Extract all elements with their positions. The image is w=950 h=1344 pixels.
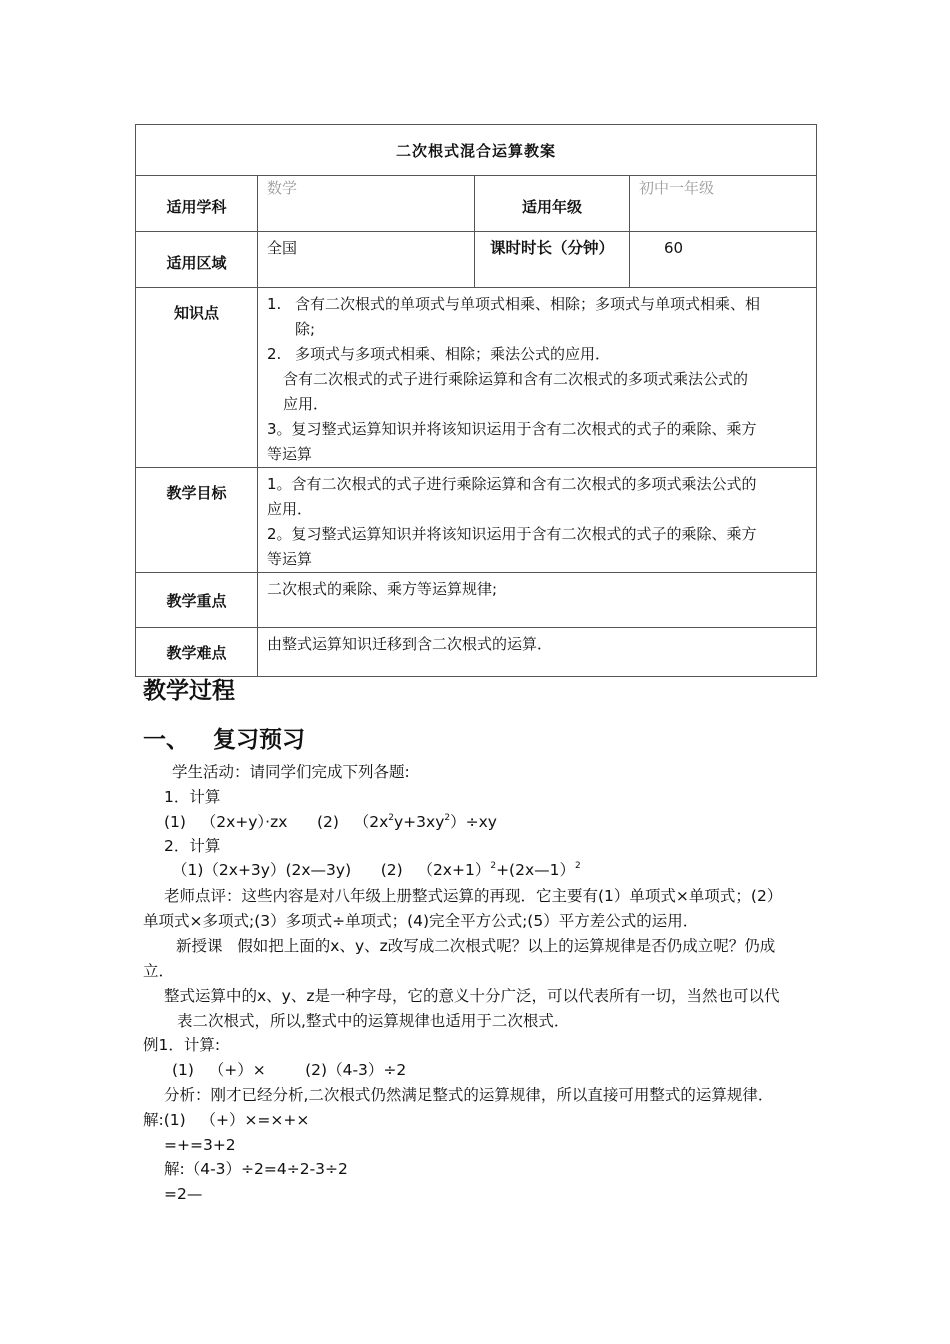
analysis-text: 分析：刚才已经分析,二次根式仍然满足整式的运算规律，所以直接可用整式的运算规律． (164, 1086, 774, 1104)
document-title: 二次根式混合运算教案 (136, 125, 817, 176)
objective-line: 应用． (267, 500, 313, 518)
knowledge-content (258, 288, 817, 468)
objective-content (258, 468, 817, 573)
knowledge-item: 3。复习整式运算知识并将该知识运用于含有二次根式的式子的乘除、乘方 (267, 420, 757, 438)
knowledge-item: 除; (295, 320, 316, 338)
subject-value: 数学 (258, 176, 475, 232)
section-review-heading: 一、 复习预习 (143, 727, 306, 753)
knowledge-item: 1. 含有二次根式的单项式与单项式相乘、相除；多项式与单项式相乘、相 (267, 295, 761, 313)
objective-line: 等运算 (267, 550, 313, 568)
knowledge-item: 含有二次根式的式子进行乘除运算和含有二次根式的多项式乘法公式的 (283, 370, 749, 388)
student-activity-text: 学生活动：请同学们完成下列各题: (172, 763, 410, 781)
solution-line-3: 解:（4-3）÷2=4÷2-3÷2 (164, 1160, 348, 1178)
duration-value: 60 (630, 232, 817, 288)
focus-label: 教学重点 (136, 573, 258, 628)
region-label: 适用区域 (136, 232, 258, 288)
objective-label: 教学目标 (136, 468, 258, 573)
subject-label: 适用学科 (136, 176, 258, 232)
calc-2-heading: 2．计算 (164, 837, 221, 855)
duration-label: 课时时长（分钟） (475, 232, 630, 288)
grade-value: 初中一年级 (630, 176, 817, 232)
example-1-heading: 例1．计算: (143, 1036, 221, 1054)
calc-1-heading: 1．计算 (164, 788, 221, 806)
solution-line-2: =+=3+2 (164, 1136, 236, 1154)
polynomial-note-line-1: 整式运算中的x、y、z是一种字母，它的意义十分广泛，可以代表所有一切，当然也可以代 (164, 987, 780, 1005)
new-lesson-line-1: 新授课 假如把上面的x、y、z改写成二次根式呢？以上的运算规律是否仍成立呢？仍成 (176, 937, 776, 955)
solution-line-1: 解:(1) （+）×=×+× (143, 1111, 310, 1129)
knowledge-item: 等运算 (267, 445, 313, 463)
calc-1-items: (1) （2x+y）·zx (2) $(2x^2y+3xy^2)\div xy$ (164, 813, 497, 831)
focus-value: 二次根式的乘除、乘方等运算规律; (258, 573, 817, 628)
grade-label: 适用年级 (475, 176, 630, 232)
objective-line: 2。复习整式运算知识并将该知识运用于含有二次根式的式子的乘除、乘方 (267, 525, 757, 543)
new-lesson-line-2: 立． (143, 962, 175, 980)
teacher-comment-line-1: 老师点评：这些内容是对八年级上册整式运算的再现．它主要有(1）单项式×单项式；(2） (164, 887, 783, 905)
example-1-items: (1) （+）× (2)（4-3）÷2 (172, 1061, 407, 1079)
solution-line-4: =2— (164, 1185, 203, 1203)
lesson-info-table (135, 124, 817, 677)
knowledge-item: 应用． (283, 395, 329, 413)
knowledge-label: 知识点 (136, 288, 258, 468)
difficulty-label: 教学难点 (136, 628, 258, 677)
difficulty-value: 由整式运算知识迁移到含二次根式的运算． (258, 628, 817, 677)
calc-2-items: （1)（2x+3y）(2x—3y) (2) $(2x+1)^2+(2x—1)^2$ (172, 861, 581, 879)
polynomial-note-line-2: 表二次根式，所以,整式中的运算规律也适用于二次根式． (177, 1012, 570, 1030)
region-value: 全国 (258, 232, 475, 288)
knowledge-item: 2. 多项式与多项式相乘、相除；乘法公式的应用． (267, 345, 611, 363)
objective-line: 1。含有二次根式的式子进行乘除运算和含有二次根式的多项式乘法公式的 (267, 475, 757, 493)
process-heading: 教学过程 (143, 678, 235, 704)
teacher-comment-line-2: 单项式×多项式;(3）多项式÷单项式；(4)完全平方公式;(5）平方差公式的运用． (143, 912, 699, 930)
